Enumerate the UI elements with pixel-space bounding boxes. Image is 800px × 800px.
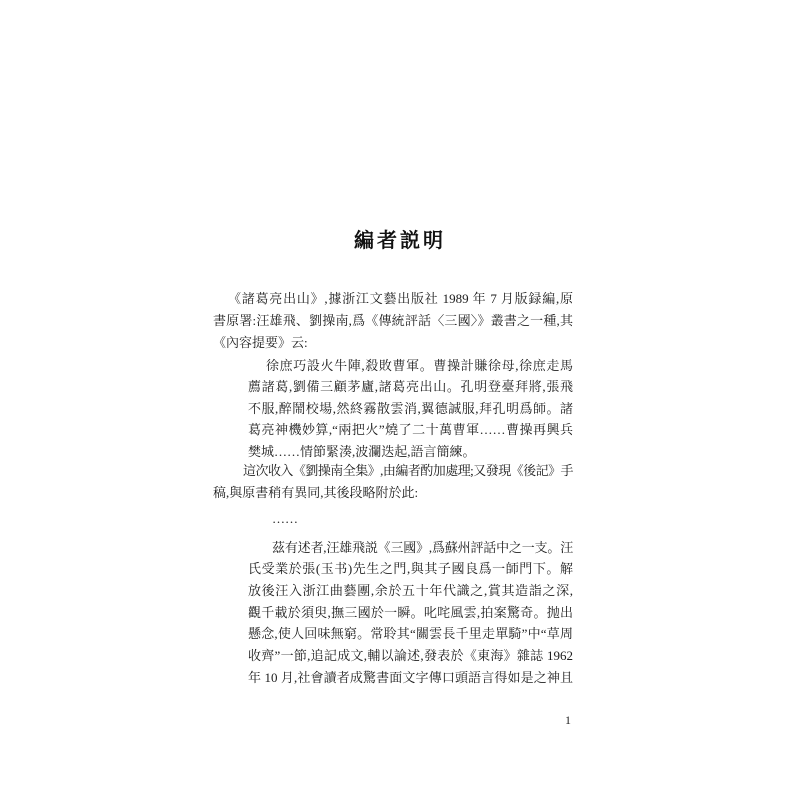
- postscript-line: 放後汪入浙江曲藝團,余於五十年代識之,賞其造詣之深,: [248, 583, 573, 598]
- intro-line: 《內容提要》云:: [213, 335, 308, 350]
- note-line: 這次收入《劉操南全集》,由編者酌加處理;又發現《後記》手: [243, 463, 573, 478]
- quote-line: 不服,醉鬧校場,然終霧散雲消,翼德誠服,拜孔明爲師。諸: [248, 401, 573, 416]
- quote-line: 薦諸葛,劉備三顧茅廬,諸葛亮出山。孔明登臺拜將,張飛: [248, 379, 573, 394]
- page-number: 1: [565, 713, 571, 727]
- ellipsis-line: ……: [272, 511, 298, 526]
- page-title: 編者説明: [354, 228, 446, 252]
- intro-line: 書原署:汪雄飛、劉操南,爲《傳統評話〈三國〉》叢書之一種,其: [213, 313, 573, 328]
- intro-line: 《諸葛亮出山》,據浙江文藝出版社 1989 年 7 月版録編,原: [228, 291, 573, 306]
- postscript-line: 懸念,使人回味無窮。常聆其“關雲長千里走單騎”中“草周: [248, 626, 573, 641]
- postscript-line: 年 10 月,社會讀者成驚書面文字傳口頭語言得如是之神且: [248, 670, 573, 685]
- postscript-line: 茲有述者,汪雄飛説《三國》,爲蘇州評話中之一支。汪: [272, 540, 573, 555]
- quote-line: 樊城……情節緊湊,波瀾迭起,語言簡練。: [248, 444, 476, 459]
- quote-line: 徐庶巧設火牛陣,殺敗曹軍。曹操計賺徐母,徐庶走馬: [266, 358, 573, 373]
- postscript-line: 收齊”一節,追記成文,輔以論述,發表於《東海》雜誌 1962: [248, 648, 573, 663]
- note-line: 稿,與原書稍有異同,其後段略附於此:: [213, 485, 419, 500]
- quote-line: 葛亮神機妙算,“兩把火”燒了二十萬曹軍……曹操再興兵: [248, 422, 573, 437]
- postscript-line: 氏受業於張(玉书)先生之門,與其子國良爲一師門下。解: [248, 561, 573, 576]
- postscript-line: 觀千載於須臾,撫三國於一瞬。叱咤風雲,拍案驚奇。抛出: [248, 605, 573, 620]
